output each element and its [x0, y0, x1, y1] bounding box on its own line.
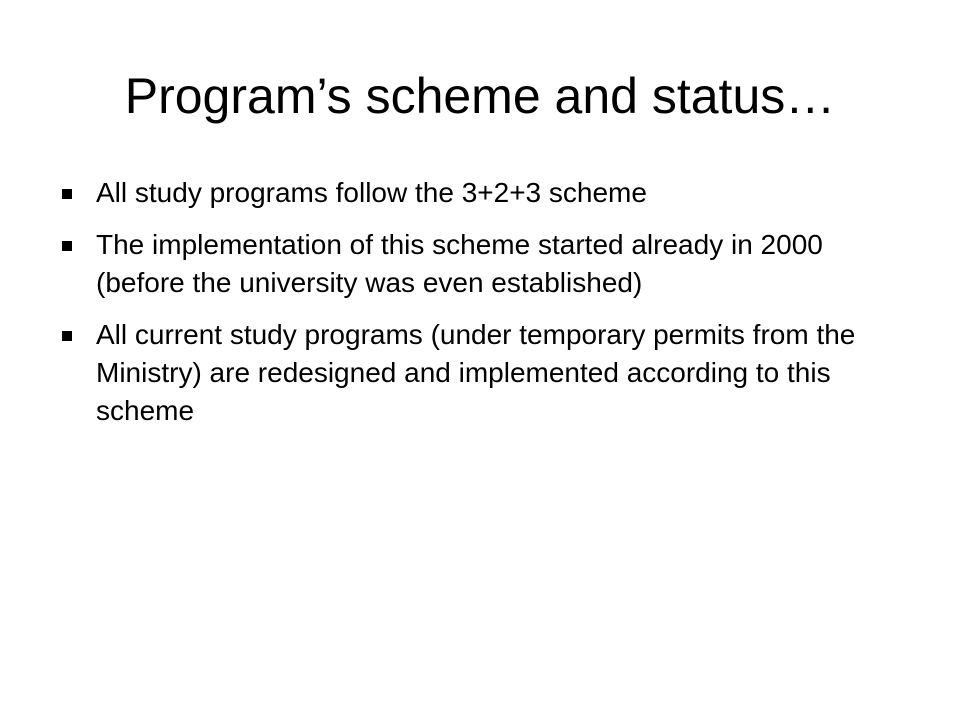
bullet-text: All study programs follow the 3+2+3 scheme	[96, 177, 647, 208]
bullet-list	[62, 174, 862, 444]
bullet-item	[62, 174, 862, 212]
bullet-text: The implementation of this scheme started already in 2000 (before the university was even established)	[96, 229, 823, 298]
square-bullet-icon	[62, 241, 72, 251]
bullet-item	[62, 226, 862, 302]
bullet-text: All current study programs (under temporary permits from the Ministry) are redesigned and implemented according to this scheme	[96, 319, 856, 426]
square-bullet-icon	[62, 189, 72, 199]
bullet-item	[62, 316, 862, 430]
slide-title: Program’s scheme and status…	[124, 68, 836, 124]
square-bullet-icon	[62, 331, 72, 341]
